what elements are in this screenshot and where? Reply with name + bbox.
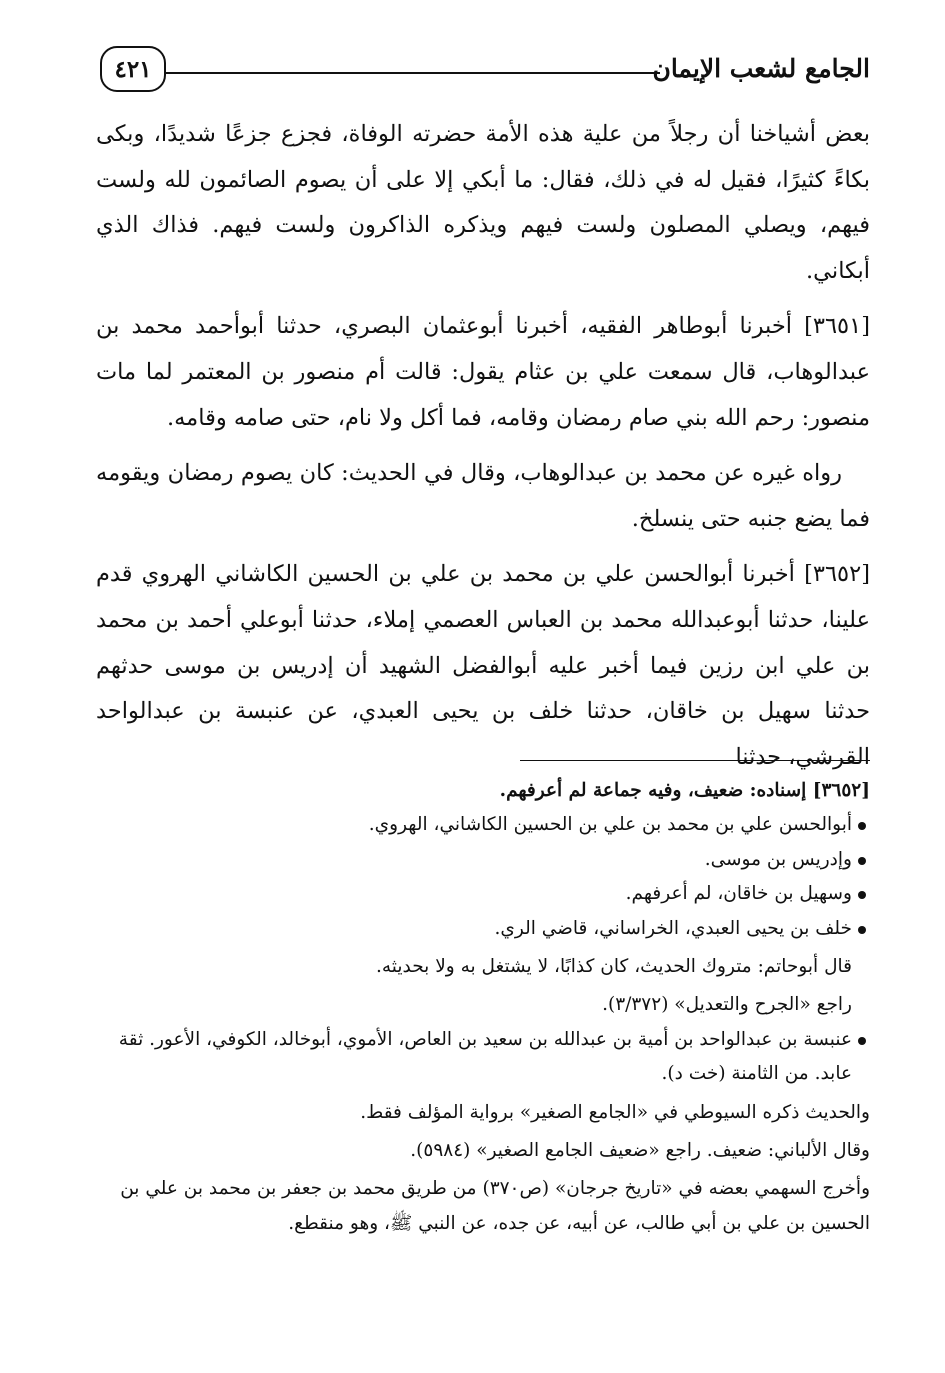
list-item: أبوالحسن علي بن محمد بن علي بن الحسين الكاشاني، الهروي. (96, 808, 866, 842)
narrator-list (96, 1023, 870, 1092)
footnote-line: والحديث ذكره السيوطي في «الجامع الصغير» برواية المؤلف فقط. (360, 1101, 870, 1123)
bullet-icon (858, 857, 866, 865)
bullet-icon (858, 1037, 866, 1045)
bullet-icon (858, 891, 866, 899)
narrator-list (96, 808, 870, 946)
paragraph-hadith-3651: [٣٦٥١] أخبرنا أبوطاهر الفقيه، أخبرنا أبوعثمان البصري، حدثنا أبوأحمد محمد بن عبدالوهاب، قال سمعت علي بن عثام يقول: قالت أم منصور بن المعتمر لما مات منصور: رحم الله بني صام رمضان وقامه، فما أكل ولا نام، حتى صامه وقامه. (96, 313, 870, 431)
bullet-icon (858, 926, 866, 934)
paragraph-hadith-3652: [٣٦٥٢] أخبرنا أبوالحسن علي بن محمد بن علي بن الحسين الكاشاني الهروي قدم علينا، حدثنا أبوعبدالله محمد بن العباس العصمي إملاء، حدثنا أبوعلي أحمد بن محمد بن علي ابن رزين فيما أخبر عليه أبوالفضل الشهيد أن إدريس بن موسى حدثهم حدثنا سهيل بن خاقان، حدثنا خلف بن يحيى العبدي، عن عنبسة بن عبدالواحد القرشي، حدثنا (96, 561, 870, 770)
header-rule (166, 72, 660, 74)
footnote-line: وقال الألباني: ضعيف. راجع «ضعيف الجامع الصغير» (٥٩٨٤). (410, 1140, 870, 1162)
footnote-line: وأخرج السهمي بعضه في «تاريخ جرجان» (ص٣٧٠) من طريق محمد بن جعفر بن محمد بن علي بن الحسين بن علي بن أبي طالب، عن أبيه، عن جده، عن النبي ﷺ، وهو منقطع. (120, 1178, 870, 1234)
footnote-line: قال أبوحاتم: متروك الحديث، كان كذابًا، لا يشتغل به ولا بحديثه. (376, 956, 852, 978)
paragraph: بعض أشياخنا أن رجلاً من علية هذه الأمة حضرته الوفاة، فجزع جزعًا شديدًا، وبكى بكاءً كثيرًا، فقيل له في ذلك، فقال: ما أبكي إلا على أن يصوم الصائمون لله ولست فيهم، ويصلي المصلون ولست فيهم ويذكره الذاكرون ولست فيهم. فذاك الذي أبكاني. (96, 121, 870, 284)
page-number: ٤٢١ (100, 46, 166, 92)
bullet-icon (858, 822, 866, 830)
list-item: وسهيل بن خاقان، لم أعرفهم. (96, 877, 866, 911)
list-item: وإدريس بن موسى. (96, 843, 866, 877)
footnote-heading: [٣٦٥٢] إسناده: ضعيف، وفيه جماعة لم أعرفهم. (499, 780, 870, 801)
main-text (96, 112, 870, 790)
list-item: خلف بن يحيى العبدي، الخراساني، قاضي الري. (96, 912, 866, 946)
running-title: الجامع لشعب الإيمان (652, 54, 870, 83)
footnotes (96, 774, 870, 1241)
page-header (100, 46, 870, 98)
footnote-separator (520, 760, 870, 761)
paragraph: رواه غيره عن محمد بن عبدالوهاب، وقال في الحديث: كان يصوم رمضان ويقومه فما يضع جنبه حتى ينسلخ. (96, 460, 870, 532)
list-item: عنبسة بن عبدالواحد بن أمية بن عبدالله بن سعيد بن العاص، الأموي، أبوخالد، الكوفي، الأعور. ثقة عابد. من الثامنة (خت د). (96, 1023, 866, 1092)
footnote-line: راجع «الجرح والتعديل» (٣/٣٧٢). (602, 994, 852, 1016)
